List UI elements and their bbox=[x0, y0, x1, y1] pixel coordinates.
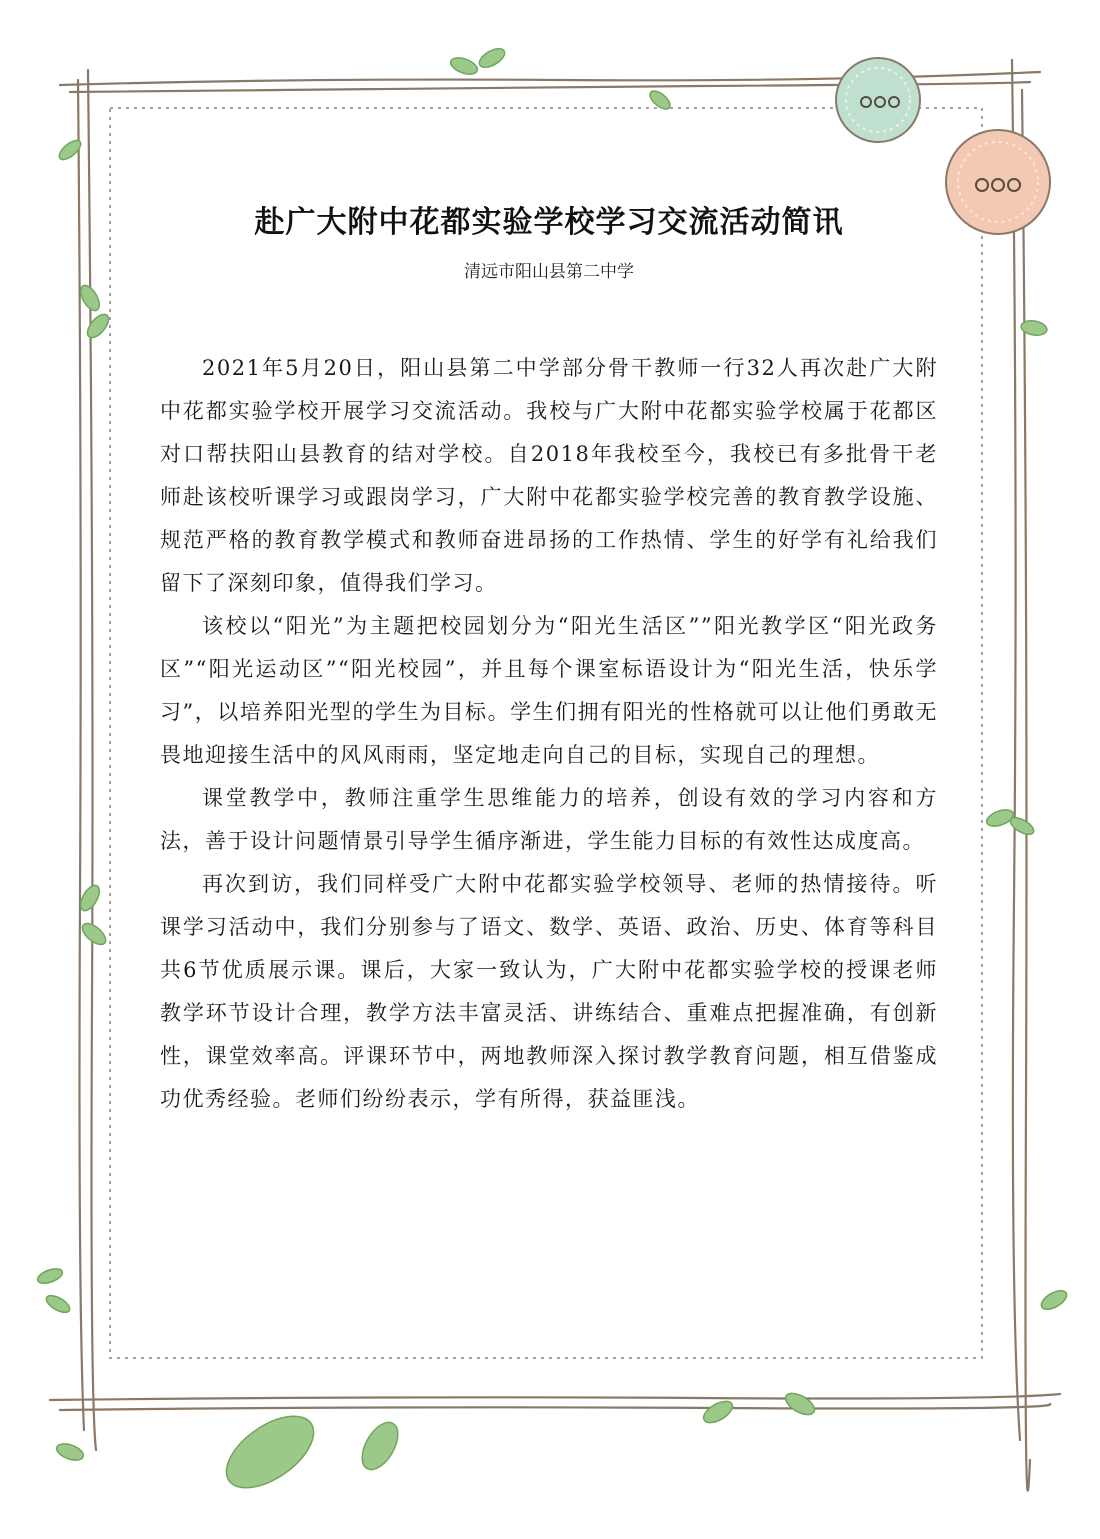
leaf bbox=[84, 311, 113, 341]
document-subtitle: 清远市阳山县第二中学 bbox=[464, 262, 634, 282]
leaf bbox=[44, 1292, 73, 1315]
leaf bbox=[54, 1441, 85, 1464]
leaf bbox=[700, 1397, 736, 1427]
leaf bbox=[647, 88, 673, 113]
document-body bbox=[160, 347, 938, 1121]
mint-button bbox=[836, 58, 920, 142]
paragraph: 该校以“阳光”为主题把校园划分为“阳光生活区””阳光教学区“阳光政务区”“阳光运动区”“阳光校园”，并且每个课室标语设计为“阳光生活，快乐学习”，以培养阳光型的学生为目标。学生们拥有阳光的性格就可以让他们勇敢无畏地迎接生活中的风风雨雨，坚定地走向自己的目标，实现自己的理想。 bbox=[160, 614, 938, 767]
leaf bbox=[782, 1389, 818, 1419]
paragraph: 再次到访，我们同样受广大附中花都实验学校领导、老师的热情接待。听课学习活动中，我们分别参与了语文、数学、英语、政治、历史、体育等科目共6节优质展示课。课后，大家一致认为，广大附中花都实验学校的授课老师教学环节设计合理，教学方法丰富灵活、讲练结合、重难点把握准确，有创新性，课堂效率高。评课环节中，两地教师深入探讨教学教育问题，相互借鉴成功优秀经验。老师们纷纷表示，学有所得，获益匪浅。 bbox=[160, 872, 938, 1111]
leaf bbox=[36, 1266, 65, 1286]
leaf bbox=[355, 1416, 405, 1475]
paragraph: 2021年5月20日，阳山县第二中学部分骨干教师一行32人再次赴广大附中花都实验学校开展学习交流活动。我校与广大附中花都实验学校属于花都区对口帮扶阳山县教育的结对学校。自2018年我校至今，我校已有多批骨干老师赴该校听课学习或跟岗学习，广大附中花都实验学校完善的教育教学设施、规范严格的教育教学模式和教师奋进昂扬的工作热情、学生的好学有礼给我们留下了深刻印象，值得我们学习。 bbox=[160, 356, 938, 595]
leaf bbox=[1038, 1287, 1069, 1313]
leaf bbox=[476, 45, 507, 71]
leaf bbox=[1008, 814, 1037, 837]
leaf bbox=[984, 807, 1015, 830]
leaf bbox=[77, 282, 103, 313]
leaf bbox=[79, 920, 109, 949]
leaf bbox=[448, 55, 479, 78]
peach-button bbox=[946, 130, 1050, 234]
document-content bbox=[160, 195, 938, 1121]
document-title: 赴广大附中花都实验学校学习交流活动简讯 bbox=[254, 205, 844, 240]
paragraph: 课堂教学中，教师注重学生思维能力的培养，创设有效的学习内容和方法，善于设计问题情景引导学生循序渐进，学生能力目标的有效性达成度高。 bbox=[160, 786, 938, 853]
leaf bbox=[214, 1402, 326, 1502]
